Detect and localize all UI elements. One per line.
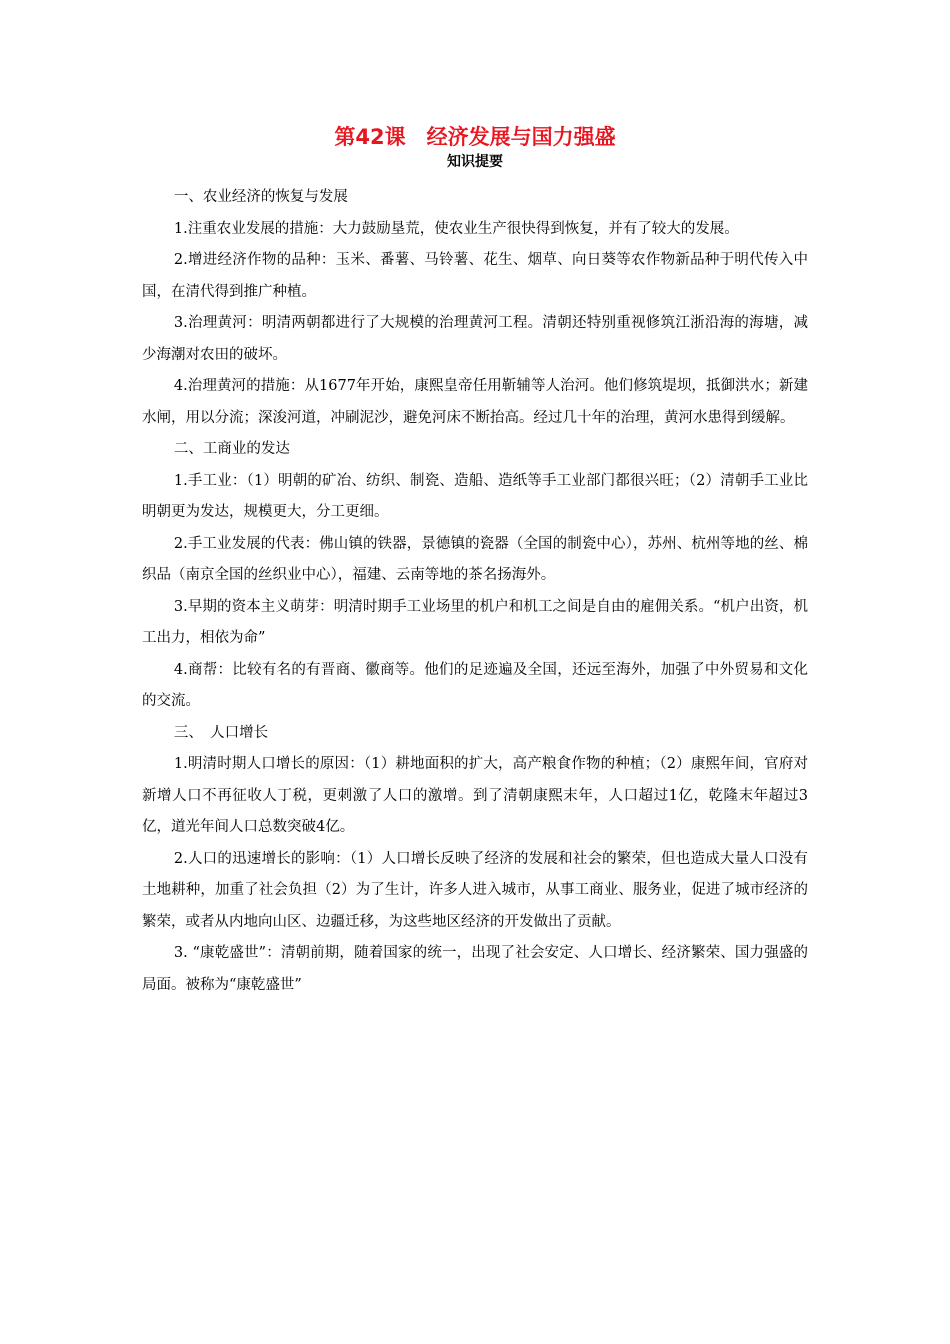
section-subtitle: 知识提要: [447, 154, 503, 170]
paragraph: 3.治理黄河：明清两朝都进行了大规模的治理黄河工程。清朝还特别重视修筑江浙沿海的海塘，减少海潮对农田的破坏。: [142, 315, 808, 363]
section-population: [142, 718, 808, 1002]
document-page: [142, 122, 808, 1001]
lesson-title: 第42课 经济发展与国力强盛: [334, 125, 616, 149]
section-agriculture: [142, 182, 808, 434]
paragraph: 1.注重农业发展的措施：大力鼓励垦荒，使农业生产很快得到恢复，并有了较大的发展。: [173, 220, 739, 237]
paragraph: 2.手工业发展的代表：佛山镇的铁器，景德镇的瓷器（全国的制瓷中心），苏州、杭州等地的丝、棉织品（南京全国的丝织业中心），福建、云南等地的茶名扬海外。: [142, 535, 808, 583]
paragraph: 4.商帮：比较有名的有晋商、徽商等。他们的足迹遍及全国，还远至海外，加强了中外贸易和文化的交流。: [142, 661, 808, 709]
paragraph: 3. “康乾盛世”：清朝前期，随着国家的统一，出现了社会安定、人口增长、经济繁荣、国力强盛的局面。被称为“康乾盛世”: [142, 945, 808, 993]
paragraph: 2.增进经济作物的品种：玉米、番薯、马铃薯、花生、烟草、向日葵等农作物新品种于明代传入中国，在清代得到推广种植。: [142, 252, 808, 300]
section-heading: 二、工商业的发达: [173, 441, 290, 457]
section-heading: 一、农业经济的恢复与发展: [173, 189, 348, 205]
paragraph: 1.手工业：（1）明朝的矿冶、纺织、制瓷、造船、造纸等手工业部门都很兴旺；（2）清朝手工业比明朝更为发达，规模更大，分工更细。: [142, 472, 808, 520]
paragraph: 4.治理黄河的措施：从1677年开始，康熙皇帝任用靳辅等人治河。他们修筑堤坝，抵御洪水；新建水闸，用以分流；深浚河道，冲刷泥沙，避免河床不断抬高。经过几十年的治理，黄河水患得到缓解。: [142, 378, 808, 426]
paragraph: 1.明清时期人口增长的原因：（1）耕地面积的扩大，高产粮食作物的种植；（2）康熙年间，官府对新增人口不再征收人丁税，更刺激了人口的激增。到了清朝康熙末年，人口超过1亿，乾隆末年超过3亿，道光年间人口总数突破4亿。: [142, 756, 808, 835]
paragraph: 3.早期的资本主义萌芽：明清时期手工业场里的机户和机工之间是自由的雇佣关系。“机户出资，机工出力，相依为命”: [142, 598, 808, 646]
section-industry-commerce: [142, 434, 808, 718]
paragraph: 2.人口的迅速增长的影响：（1）人口增长反映了经济的发展和社会的繁荣，但也造成大量人口没有土地耕种，加重了社会负担（2）为了生计，许多人进入城市，从事工商业、服务业，促进了城市经济的繁荣，或者从内地向山区、边疆迁移，为这些地区经济的开发做出了贡献。: [142, 850, 808, 930]
section-heading: 三、 人口增长: [173, 724, 269, 741]
